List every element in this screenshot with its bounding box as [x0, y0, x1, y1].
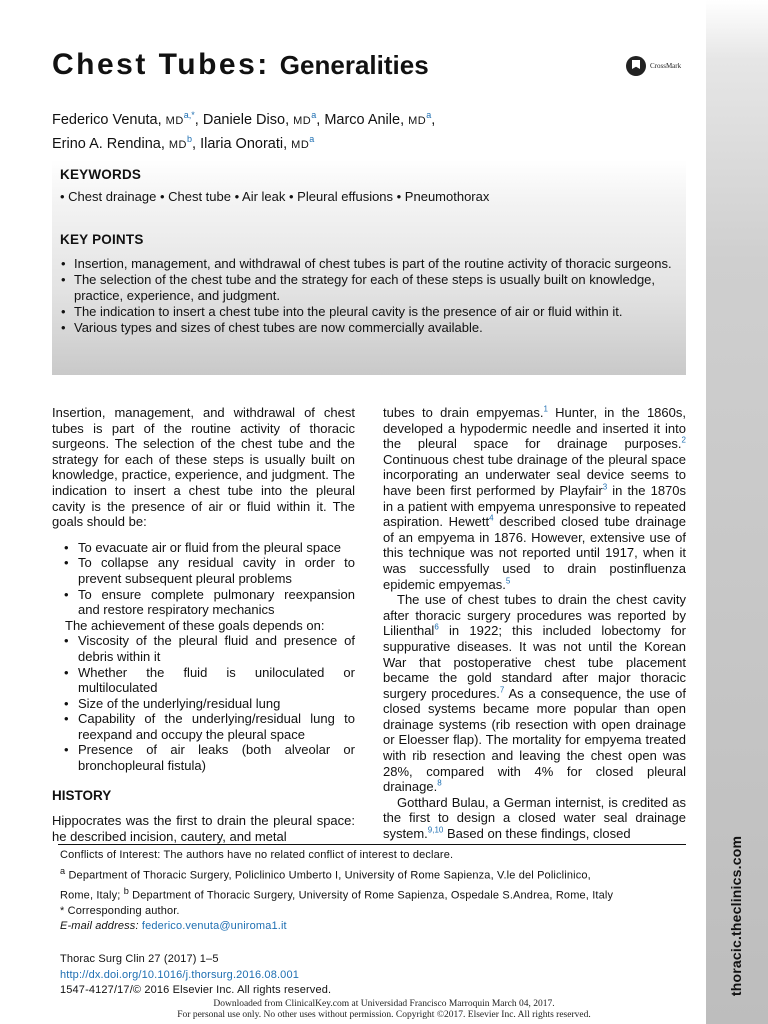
- factor-item: • Size of the underlying/residual lung: [52, 696, 355, 712]
- author-affiliation-marker[interactable]: a: [309, 133, 315, 144]
- goal-item: • To ensure complete pulmonary reexpansion and restore respiratory mechanics: [52, 587, 355, 618]
- doi-link[interactable]: http://dx.doi.org/10.1016/j.thorsurg.2016.08.001: [60, 968, 299, 981]
- author-line-1: [52, 106, 435, 130]
- paragraph-thoracic-surgery: [383, 592, 686, 795]
- affiliation-a: [60, 864, 700, 884]
- keywords-list: • Chest drainage • Chest tube • Air leak • Pleural effusions • Pneumothorax: [60, 189, 490, 204]
- text-run: As a consequence, the use of closed systems became more popular than open drainage systems (rib resection with open drainage or Eloesser flap). The mortality for empyema treated with rib resection and leaving the chest open was 28%, compared with 4% for closed pleural drainage.: [383, 685, 686, 795]
- history-heading: HISTORY: [52, 787, 112, 803]
- depends-text: The achievement of these goals depends on:: [65, 617, 325, 633]
- author-separator: ,: [316, 111, 325, 128]
- affiliation-marker: a: [60, 865, 66, 876]
- author-separator: ,: [431, 111, 436, 128]
- history-paragraph: Hippocrates was the first to drain the pleural space: he described incision, cautery, and metal: [52, 813, 355, 844]
- factor-item: • Capability of the underlying/residual lung to reexpand and occupy the pleural space: [52, 711, 355, 742]
- reference-marker[interactable]: 9,10: [427, 825, 444, 835]
- reference-marker[interactable]: 3: [602, 482, 608, 492]
- author-affiliation-marker[interactable]: a,*: [183, 110, 195, 120]
- email-link[interactable]: federico.venuta@uniroma1.it: [141, 920, 287, 933]
- author-affiliation-marker[interactable]: a: [426, 110, 432, 120]
- email-line: [60, 919, 700, 935]
- author-degree: MD: [293, 114, 312, 127]
- goal-item: • To evacuate air or fluid from the pleural space: [52, 540, 355, 556]
- download-line-1: Downloaded from ClinicalKey.com at Universidad Francisco Marroquin March 04, 2017.: [213, 999, 555, 1009]
- footnotes: [60, 848, 700, 935]
- key-point-item: • The indication to insert a chest tube into the pleural cavity is the presence of air or fluid within it.: [60, 304, 680, 320]
- affiliation-text: Rome, Italy;: [60, 889, 124, 902]
- email-label: E-mail address:: [60, 920, 139, 933]
- key-points-heading: KEY POINTS: [60, 232, 144, 247]
- goals-list: [52, 540, 355, 618]
- key-point-item: • The selection of the chest tube and the strategy for each of these steps is usually built on knowledge, practice, experience, and judgment.: [60, 272, 680, 304]
- crossmark-label: CrossMark: [650, 62, 682, 70]
- left-column: [52, 405, 355, 844]
- reference-marker[interactable]: 6: [434, 622, 439, 632]
- journal-url-vertical: thoracic.theclinics.com: [728, 835, 744, 997]
- goal-item: • To collapse any residual cavity in order to prevent subsequent pleural problems: [52, 555, 355, 586]
- key-points-list: [60, 256, 680, 336]
- key-point-item: • Insertion, management, and withdrawal of chest tubes is part of the routine activity of thoracic surgeons.: [60, 256, 680, 272]
- factors-list: [52, 633, 355, 773]
- journal-citation: Thorac Surg Clin 27 (2017) 1–5: [60, 953, 219, 965]
- title-main: Chest Tubes:: [52, 48, 270, 81]
- author-line-2: [52, 130, 435, 154]
- intro-paragraph: Insertion, management, and withdrawal of chest tubes is part of the routine activity of thoracic surgeons. The selection of the chest tube and the strategy for each of these steps is usually built on knowledge, practice, experience, and judgment. The indication to insert a chest tube into the pleural cavity is the presence of air or fluid within it. The goals should be:: [52, 405, 355, 530]
- author-affiliation-marker[interactable]: b: [187, 133, 193, 144]
- author-degree: MD: [168, 138, 187, 151]
- keywords-keypoints-box: [52, 160, 686, 375]
- paragraph-bulau: [383, 795, 686, 842]
- reference-marker[interactable]: 7: [499, 685, 505, 695]
- article-title: [52, 48, 429, 82]
- right-column: [383, 405, 686, 842]
- conflict-statement: Conflicts of Interest: The authors have no related conflict of interest to declare.: [60, 849, 454, 861]
- key-point-item: • Various types and sizes of chest tubes are now commercially available.: [60, 320, 680, 336]
- author-degree: MD: [165, 114, 184, 127]
- reference-marker[interactable]: 5: [505, 576, 511, 586]
- history-paragraph-continued: [383, 405, 686, 592]
- factor-item: • Presence of air leaks (both alveolar or bronchopleural fistula): [52, 742, 355, 773]
- affiliation-text: Department of Thoracic Surgery, University of Rome Sapienza, Ospedale S.Andrea, Rome, Italy: [128, 889, 614, 902]
- crossmark-icon: [626, 56, 646, 76]
- issn-copyright: 1547-4127/17/© 2016 Elsevier Inc. All rights reserved.: [60, 984, 332, 996]
- factor-item: • Viscosity of the pleural fluid and presence of debris within it: [52, 633, 355, 664]
- author-degree: MD: [408, 114, 427, 127]
- author-name: Marco Anile,: [324, 111, 409, 128]
- affiliation-marker: b: [123, 885, 129, 896]
- text-run: described closed tube drainage of an empyema in 1876. However, extensive use of this technique was not reported until 1917, when it was successfully used to drain postinfluenza epidemic empyemas.: [383, 514, 686, 592]
- text-run: in the 1870s in a patient with empyema unresponsive to repeated aspiration. Hewett: [383, 482, 687, 530]
- author-name: Erino A. Rendina,: [52, 135, 169, 152]
- text-run: Gotthard Bulau, a German internist, is credited as the first to design a closed water seal drainage system.: [383, 794, 686, 842]
- text-run: tubes to drain empyemas.: [383, 405, 544, 420]
- text-run: Continuous chest tube drainage of the pleural space incorporating an underwater seal device seems to have been first performed by Playfair: [383, 451, 686, 498]
- factor-item: • Whether the fluid is uniloculated or multiloculated: [52, 665, 355, 696]
- author-degree: MD: [291, 138, 310, 151]
- title-sub: Generalities: [279, 50, 429, 80]
- crossmark-badge[interactable]: [626, 56, 681, 76]
- reference-marker[interactable]: 8: [437, 778, 442, 788]
- reference-marker[interactable]: 1: [543, 404, 548, 414]
- author-name: Federico Venuta,: [52, 111, 166, 128]
- text-run: Based on these findings, closed: [443, 826, 631, 842]
- author-affiliation-marker[interactable]: a: [311, 110, 317, 120]
- author-name: Daniele Diso,: [202, 111, 294, 128]
- text-run: The use of chest tubes to drain the chest cavity after thoracic surgery procedures was reported by Lilienthal: [383, 592, 686, 639]
- reference-marker[interactable]: 2: [681, 435, 686, 445]
- text-run: in 1922; this included lobectomy for suppurative diseases. It was not until the Korean War that postoperative chest tube placement became the gold standard after major thoracic surgery procedures.: [383, 623, 686, 701]
- author-separator: ,: [192, 135, 201, 152]
- citation-block: [60, 952, 331, 999]
- footnote-divider: [58, 844, 686, 845]
- reference-marker[interactable]: 4: [489, 513, 494, 523]
- affiliation-b: [60, 884, 700, 904]
- author-list: [52, 106, 435, 154]
- keywords-heading: KEYWORDS: [60, 167, 142, 182]
- author-name: Ilaria Onorati,: [200, 135, 292, 152]
- author-separator: ,: [194, 111, 203, 128]
- affiliation-text: Department of Thoracic Surgery, Policlinico Umberto I, University of Rome Sapienza, V.le del Policlinico,: [65, 869, 591, 882]
- download-line-2: For personal use only. No other uses without permission. Copyright ©2017. Elsevier Inc. All rights reserved.: [177, 1010, 591, 1020]
- text-run: Hunter, in the 1860s, developed a hypodermic needle and inserted it into the pleural space for drainage purposes.: [383, 405, 686, 452]
- download-notice: [0, 999, 768, 1021]
- corresponding-author: * Corresponding author.: [60, 904, 180, 917]
